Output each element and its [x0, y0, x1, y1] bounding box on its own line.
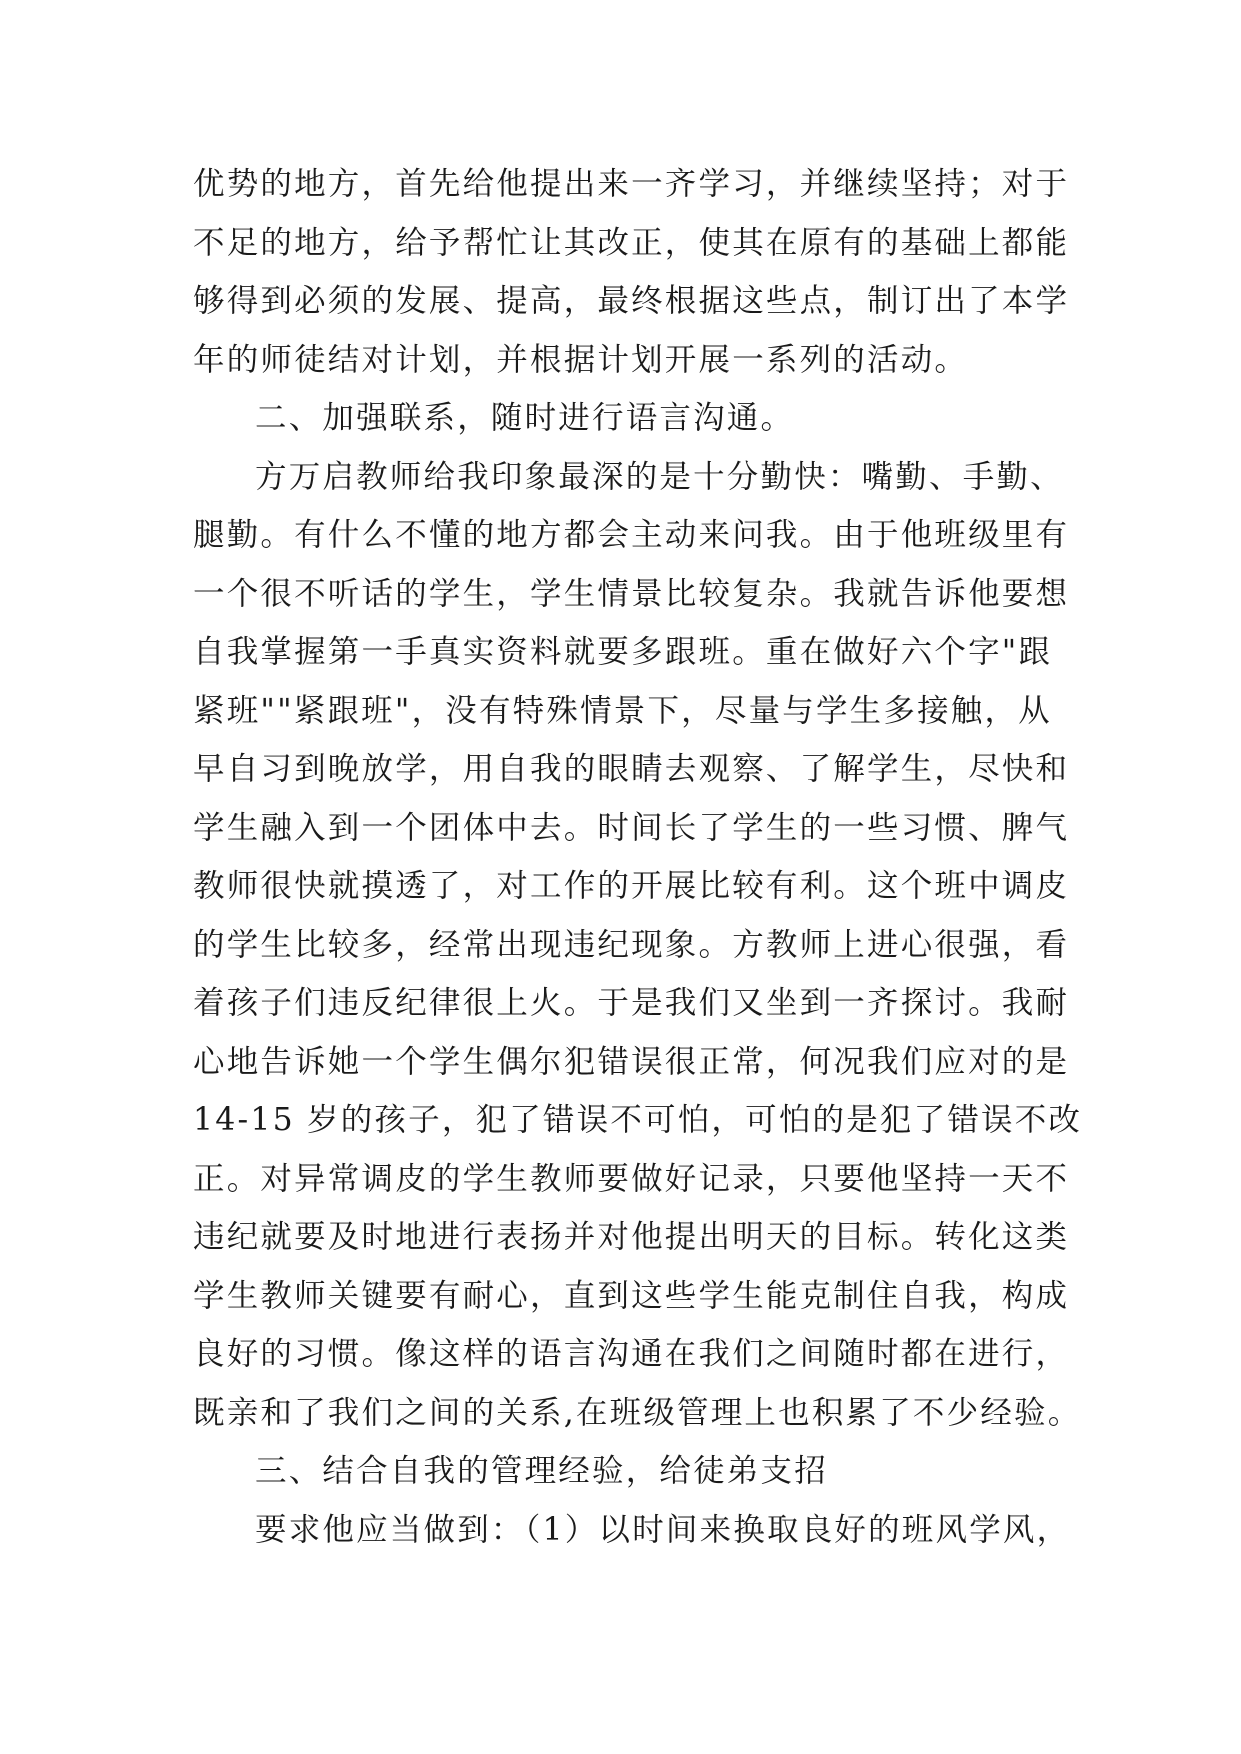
text-line: 良好的习惯。像这样的语言沟通在我们之间随时都在进行， — [193, 1336, 1070, 1372]
text-line: 学生融入到一个团体中去。时间长了学生的一些习惯、脾气 — [193, 809, 1070, 846]
text-line: 腿勤。有什么不懂的地方都会主动来问我。由于他班级里有 — [193, 517, 1070, 553]
text-line: 学生教师关键要有耐心，直到这些学生能克制住自我，构成 — [193, 1277, 1070, 1314]
text-line: 紧班""紧跟班"，没有特殊情景下，尽量与学生多接触，从 — [193, 692, 1052, 729]
text-line: 正。对异常调皮的学生教师要做好记录，只要他坚持一天不 — [193, 1160, 1070, 1197]
text-line: 着孩子们违反纪律很上火。于是我们又坐到一齐探讨。我耐 — [193, 985, 1070, 1021]
text-line: 教师很快就摸透了，对工作的开展比较有利。这个班中调皮 — [193, 868, 1070, 904]
section-heading: 二、加强联系，随时进行语言沟通。 — [255, 400, 795, 436]
document-body — [193, 155, 1083, 1559]
text-line: 优势的地方，首先给他提出来一齐学习，并继续坚持；对于 — [193, 166, 1070, 202]
text-line: 心地告诉她一个学生偶尔犯错误很正常，何况我们应对的是 — [193, 1043, 1070, 1080]
text-line: 自我掌握第一手真实资料就要多跟班。重在做好六个字"跟 — [193, 634, 1053, 670]
section-heading: 三、结合自我的管理经验，给徒弟支招 — [255, 1453, 828, 1489]
text-line: 既亲和了我们之间的关系,在班级管理上也积累了不少经验。 — [193, 1394, 1082, 1431]
text-line: 的学生比较多，经常出现违纪现象。方教师上进心很强，看 — [193, 926, 1070, 963]
text-line: 一个很不听话的学生，学生情景比较复杂。我就告诉他要想 — [193, 575, 1070, 612]
text-line: 够得到必须的发展、提高，最终根据这些点，制订出了本学 — [193, 283, 1070, 319]
paragraph-first-line: 方万启教师给我印象最深的是十分勤快：嘴勤、手勤、 — [255, 458, 1064, 495]
text-line: 14-15 岁的孩子，犯了错误不可怕，可怕的是犯了错误不改 — [193, 1102, 1083, 1138]
text-line: 早自习到晚放学，用自我的眼睛去观察、了解学生，尽快和 — [193, 751, 1070, 787]
text-line: 年的师徒结对计划，并根据计划开展一系列的活动。 — [193, 341, 969, 378]
text-line: 不足的地方，给予帮忙让其改正，使其在原有的基础上都能 — [193, 224, 1070, 261]
text-line: 违纪就要及时地进行表扬并对他提出明天的目标。转化这类 — [193, 1219, 1070, 1255]
paragraph-first-line: 要求他应当做到：（1）以时间来换取良好的班风学风， — [255, 1511, 1071, 1548]
